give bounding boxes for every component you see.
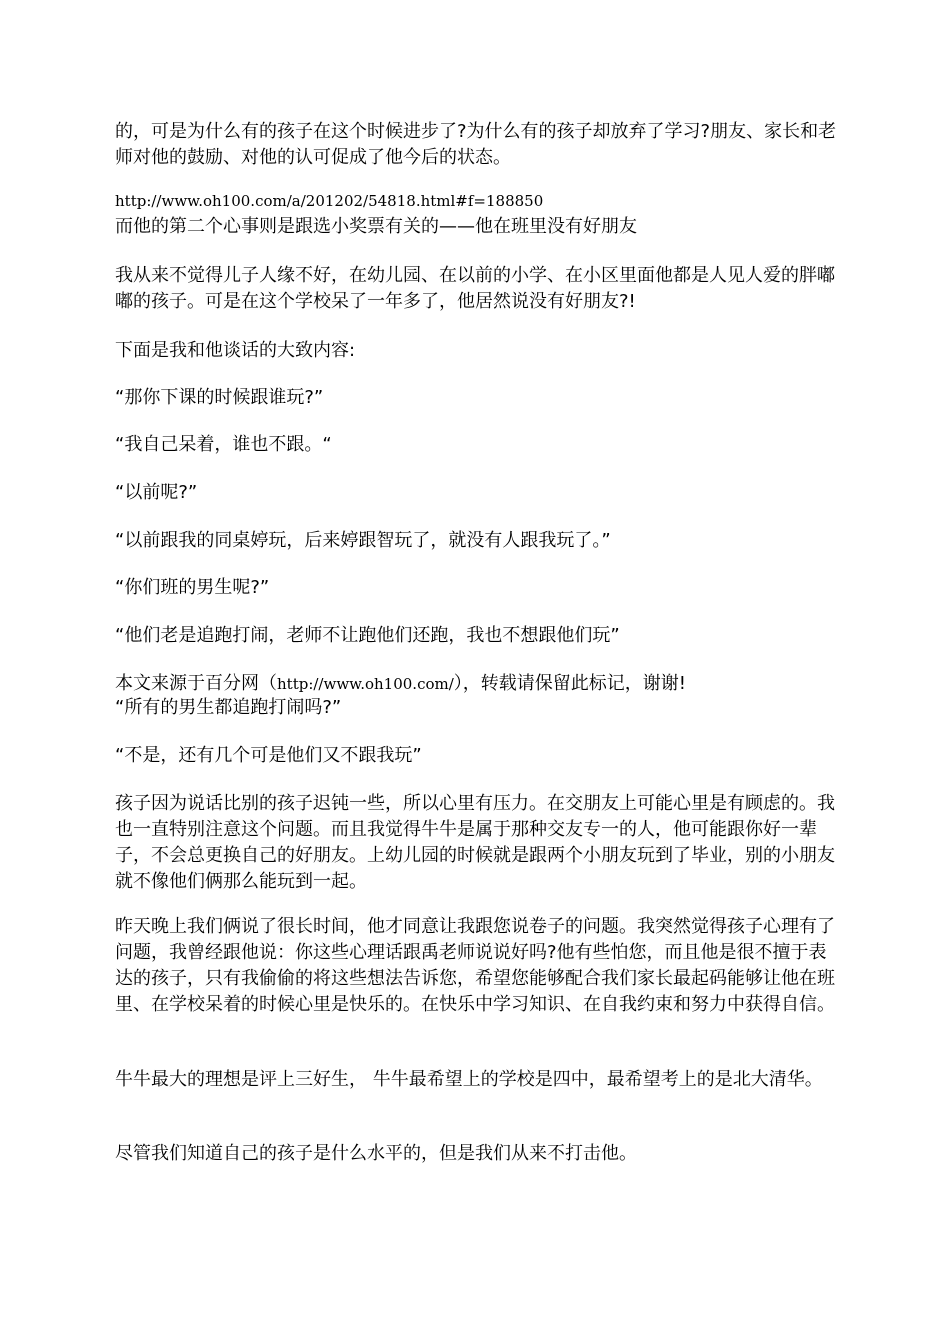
paragraph-1: 的，可是为什么有的孩子在这个时候进步了?为什么有的孩子却放弃了学习?朋友、家长和老师对他的鼓励、对他的认可促成了他今后的状态。	[115, 121, 837, 168]
dialogue-line-3: “以前呢?”	[115, 482, 198, 503]
dialogue-line-8: “不是，还有几个可是他们又不跟我玩”	[115, 745, 422, 766]
source-notice-url: http://www.oh100.com/	[277, 675, 454, 693]
source-url-line: http://www.oh100.com/a/201202/54818.html#f=188850	[115, 192, 544, 210]
paragraph-2: 而他的第二个心事则是跟选小奖票有关的——他在班里没有好朋友	[115, 216, 637, 237]
dialogue-line-4: “以前跟我的同桌婷玩，后来婷跟智玩了，就没有人跟我玩了。”	[115, 530, 611, 551]
paragraph-5: 孩子因为说话比别的孩子迟钝一些，所以心里有压力。在交朋友上可能心里是有顾虑的。我也一直特别注意这个问题。而且我觉得牛牛是属于那种交友专一的人，他可能跟你好一辈子，不会总更换自己的好朋友。上幼儿园的时候就是跟两个小朋友玩到了毕业，别的小朋友就不像他们俩那么能玩到一起。	[115, 793, 835, 892]
dialogue-line-5: “你们班的男生呢?”	[115, 577, 270, 598]
paragraph-8: 尽管我们知道自己的孩子是什么水平的，但是我们从来不打击他。	[115, 1143, 637, 1164]
source-notice	[115, 671, 840, 697]
paragraph-3: 我从来不觉得儿子人缘不好，在幼儿园、在以前的小学、在小区里面他都是人见人爱的胖嘟嘟的孩子。可是在这个学校呆了一年多了，他居然说没有好朋友?!	[115, 265, 835, 312]
dialogue-line-7: “所有的男生都追跑打闹吗?”	[115, 697, 342, 718]
source-notice-prefix: 本文来源于百分网（	[115, 673, 277, 694]
paragraph-6: 昨天晚上我们俩说了很长时间，他才同意让我跟您说卷子的问题。我突然觉得孩子心理有了问题，我曾经跟他说：你这些心理话跟禹老师说说好吗?他有些怕您，而且他是很不擅于表达的孩子，只有我偷偷的将这些想法告诉您，希望您能够配合我们家长最起码能够让他在班里、在学校呆着的时候心里是快乐的。在快乐中学习知识、在自我约束和努力中获得自信。	[115, 916, 835, 1015]
dialogue-line-1: “那你下课的时候跟谁玩?”	[115, 387, 324, 408]
paragraph-7: 牛牛最大的理想是评上三好生， 牛牛最希望上的学校是四中，最希望考上的是北大清华。	[115, 1069, 823, 1090]
dialogue-line-2: “我自己呆着，谁也不跟。“	[115, 434, 332, 455]
dialogue-line-6: “他们老是追跑打闹，老师不让跑他们还跑，我也不想跟他们玩”	[115, 625, 620, 646]
source-notice-suffix: ），转载请保留此标记，谢谢!	[453, 673, 687, 694]
paragraph-4: 下面是我和他谈话的大致内容:	[115, 340, 356, 361]
